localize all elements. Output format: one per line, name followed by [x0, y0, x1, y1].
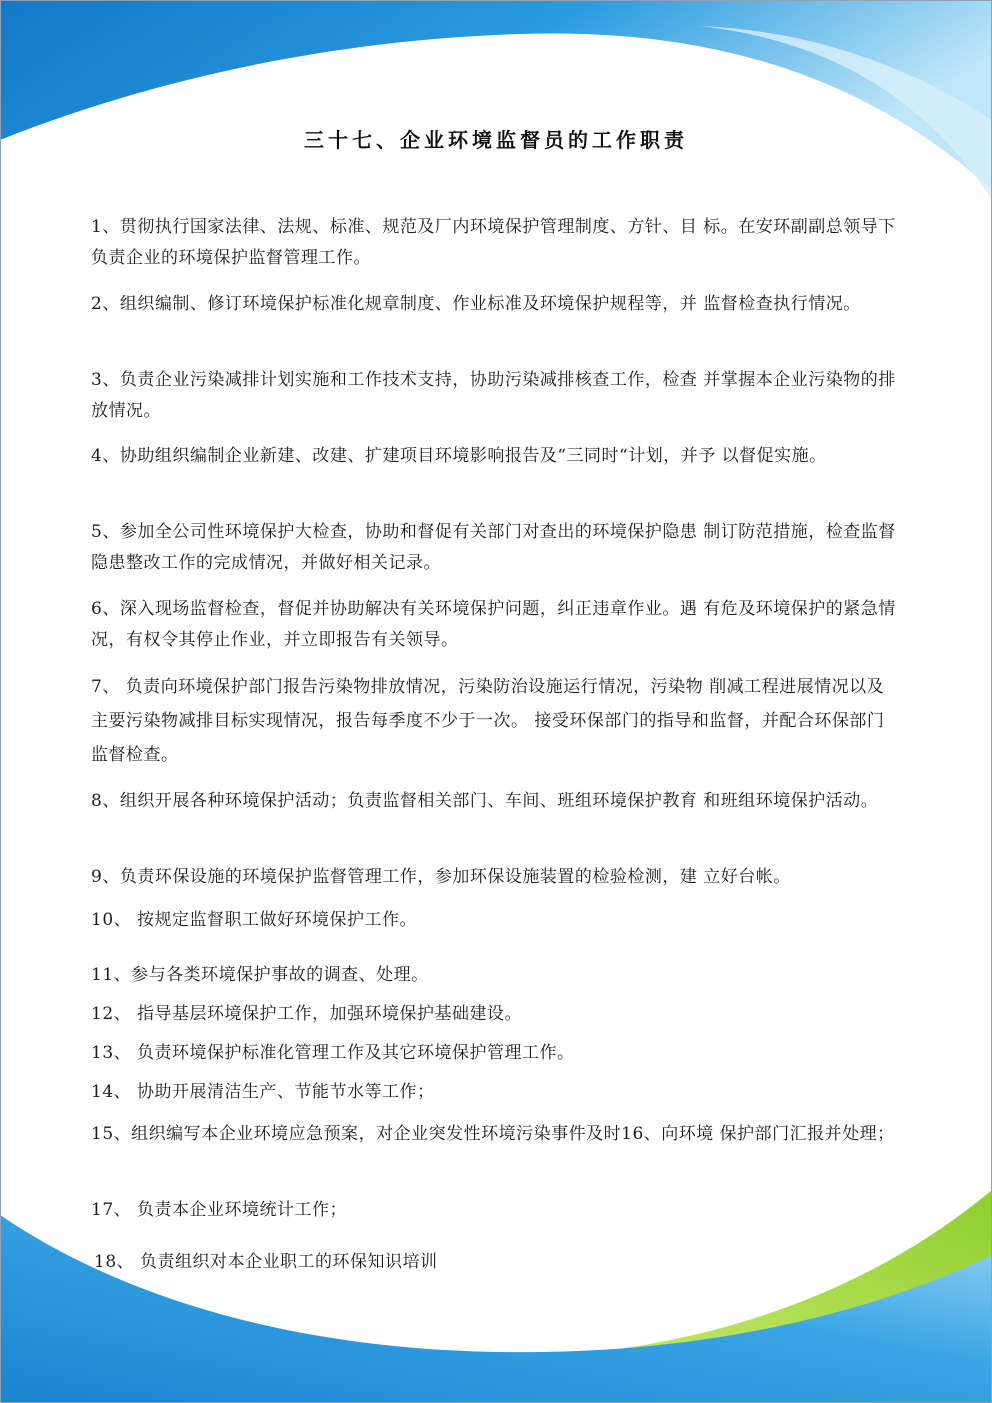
document-title: 三十七、企业环境监督员的工作职责: [304, 128, 688, 152]
duty-item-6: 6、深入现场监督检查，督促并协助解决有关环境保护问题，纠正违章作业。遇 有危及环境保护的紧急情况，有权令其停止作业，并立即报告有关领导。: [91, 599, 896, 650]
duty-item-13: 13、 负责环境保护标准化管理工作及其它环境保护管理工作。: [91, 1043, 575, 1063]
duty-item-7: 7、 负责向环境保护部门报告污染物排放情况，污染防治设施运行情况，污染物 削减工程进展情况以及主要污染物减排目标实现情况，报告每季度不少于一次。 接受环保部门的指导和监督，并配合环保部门监督检查。: [91, 677, 885, 765]
duty-item-2: 2、组织编制、修订环境保护标准化规章制度、作业标准及环境保护规程等，并 监督检查执行情况。: [91, 294, 861, 314]
duty-item-17: 17、 负责本企业环境统计工作；: [91, 1200, 348, 1220]
duty-item-15: 15、组织编写本企业环境应急预案，对企业突发性环境污染事件及时16、向环境 保护部门汇报并处理；: [91, 1124, 895, 1144]
duty-item-12: 12、 指导基层环境保护工作，加强环境保护基础建设。: [91, 1004, 523, 1024]
duty-item-5: 5、参加全公司性环境保护大检查，协助和督促有关部门对查出的环境保护隐患 制订防范措施，检查监督隐患整改工作的完成情况，并做好相关记录。: [91, 522, 896, 573]
duty-item-9: 9、负责环保设施的环境保护监督管理工作，参加环保设施装置的检验检测，建 立好台帐。: [91, 867, 791, 887]
duty-item-14: 14、 协助开展清洁生产、节能节水等工作；: [91, 1082, 435, 1102]
duty-item-1: 1、贯彻执行国家法律、法规、标准、规范及厂内环境保护管理制度、方针、目 标。在安环副副总领导下负责企业的环境保护监督管理工作。: [91, 217, 896, 268]
duty-item-8: 8、组织开展各种环境保护活动；负责监督相关部门、车间、班组环境保护教育 和班组环境保护活动。: [91, 791, 879, 811]
duty-item-4: 4、协助组织编制企业新建、改建、扩建项目环境影响报告及“三同时“计划，并予 以督促实施。: [91, 446, 827, 466]
duty-item-3: 3、负责企业污染减排计划实施和工作技术支持，协助污染减排核查工作，检查 并掌握本企业污染物的排放情况。: [91, 370, 896, 421]
duty-item-10: 10、 按规定监督职工做好环境保护工作。: [91, 910, 418, 930]
duty-item-11: 11、参与各类环境保护事故的调查、处理。: [91, 965, 429, 985]
duty-item-18: 18、 负责组织对本企业职工的环保知识培训: [94, 1252, 438, 1272]
